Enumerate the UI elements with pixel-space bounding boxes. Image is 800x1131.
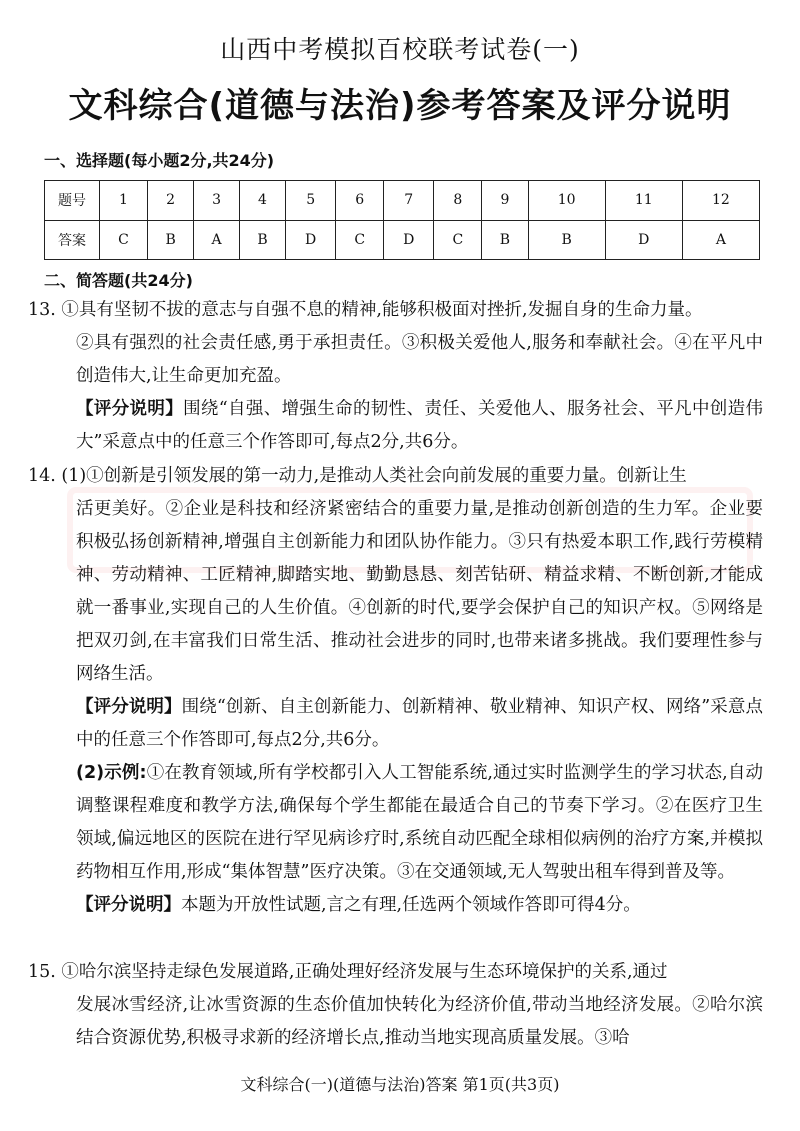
question-number-cell: 1 — [100, 181, 148, 221]
scoring-note-text: 围绕“创新、自主创新能力、创新精神、敬业精神、知识产权、网络”采意点中的任意三个作答即可,每点2分,共6分。 — [76, 697, 764, 750]
q13-line-1: 13. ①具有坚韧不拔的意志与自强不息的精神,能够积极面对挫折,发掘自身的生命力量。 — [28, 300, 703, 320]
q15-rest: 发展冰雪经济,让冰雪资源的生态价值加快转化为经济价值,带动当地经济发展。②哈尔滨结合资源优势,积极寻求新的经济增长点,推动当地实现高质量发展。③哈 — [76, 995, 763, 1048]
answer-cell: B — [148, 220, 194, 260]
answer-cell: C — [336, 220, 384, 260]
example-label: (2)示例: — [76, 763, 147, 783]
answer-cell: A — [194, 220, 240, 260]
question-number-cell: 2 — [148, 181, 194, 221]
q14-part2 — [28, 757, 763, 889]
q14-part2-text: ①在教育领域,所有学校都引入人工智能系统,通过实时监测学生的学习状态,自动调整课程难度和教学方法,确保每个学生都能在最适合自己的节奏下学习。②在医疗卫生领域,偏远地区的医院在进行罕见病诊疗时,系统自动匹配全球相似病例的治疗方案,并模拟药物相互作用,形成“集体智慧”医疗决策。③在交通领域,无人驾驶出租车得到普及等。 — [76, 763, 764, 882]
answer-cell: D — [286, 220, 336, 260]
q14-part1-rest: 活更美好。②企业是科技和经济紧密结合的重要力量,是推动创新创造的生力军。企业要积极弘扬创新精神,增强自主创新能力和团队协作能力。③只有热爱本职工作,践行劳模精神、劳动精神、工匠精神,脚踏实地、勤勤恳恳、刻苦钻研、精益求精、不断创新,才能成就一番事业,实现自己的人生价值。④创新的时代,要学会保护自己的知识产权。⑤网络是把双刃剑,在丰富我们日常生活、推动社会进步的同时,也带来诸多挑战。我们要理性参与网络生活。 — [76, 499, 763, 684]
q13-line-2: ②具有强烈的社会责任感,勇于承担责任。③积极关爱他人,服务和奉献社会。④在平凡中创造伟大,让生命更加充盈。 — [76, 333, 763, 386]
question-13 — [28, 294, 763, 459]
row-label-question-number: 题号 — [45, 181, 100, 221]
answer-cell: D — [605, 220, 682, 260]
question-number-cell: 3 — [194, 181, 240, 221]
exam-title: 山西中考模拟百校联考试卷(一) — [220, 35, 580, 64]
question-number-cell: 8 — [434, 181, 482, 221]
scoring-note-text: 围绕“自强、增强生命的韧性、责任、关爱他人、服务社会、平凡中创造伟大”采意点中的任意三个作答即可,每点2分,共6分。 — [76, 399, 763, 452]
question-number-cell: 12 — [682, 181, 759, 221]
answer-row — [45, 220, 760, 260]
question-number-cell: 10 — [528, 181, 605, 221]
q14-scoring-note-1 — [28, 691, 763, 757]
answer-cell: C — [100, 220, 148, 260]
q14-scoring-note-2 — [28, 889, 763, 922]
question-number-cell: 11 — [605, 181, 682, 221]
answer-cell: D — [384, 220, 434, 260]
question-number-cell: 5 — [286, 181, 336, 221]
q14-part1-first-line: 14. (1)①创新是引领发展的第一动力,是推动人类社会向前发展的重要力量。创新让生 — [28, 466, 687, 486]
answer-cell: B — [239, 220, 285, 260]
question-number-cell: 6 — [336, 181, 384, 221]
q15-first-line: 15. ①哈尔滨坚持走绿色发展道路,正确处理好经济发展与生态环境保护的关系,通过 — [28, 962, 668, 982]
page-footer: 文科综合(一)(道德与法治)答案 第1页(共3页) — [240, 1075, 560, 1094]
scoring-note-label: 【评分说明】 — [76, 895, 181, 915]
answer-cell: B — [482, 220, 528, 260]
answer-cell: A — [682, 220, 759, 260]
question-number-row — [45, 181, 760, 221]
question-15 — [28, 956, 763, 1055]
answer-cell: B — [528, 220, 605, 260]
scoring-note-text: 本题为开放性试题,言之有理,任选两个领域作答即可得4分。 — [181, 895, 641, 915]
section-1-heading: 一、选择题(每小题2分,共24分) — [44, 151, 275, 170]
answer-table — [44, 180, 760, 260]
question-14 — [28, 460, 763, 922]
scoring-note-label: 【评分说明】 — [76, 399, 184, 419]
question-number-cell: 4 — [239, 181, 285, 221]
section-2-heading: 二、简答题(共24分) — [44, 271, 193, 290]
answer-cell: C — [434, 220, 482, 260]
q13-scoring-note — [28, 393, 763, 459]
question-number-cell: 7 — [384, 181, 434, 221]
question-number-cell: 9 — [482, 181, 528, 221]
row-label-answer: 答案 — [45, 220, 100, 260]
document-title: 文科综合(道德与法治)参考答案及评分说明 — [68, 86, 732, 126]
scoring-note-label: 【评分说明】 — [76, 697, 182, 717]
